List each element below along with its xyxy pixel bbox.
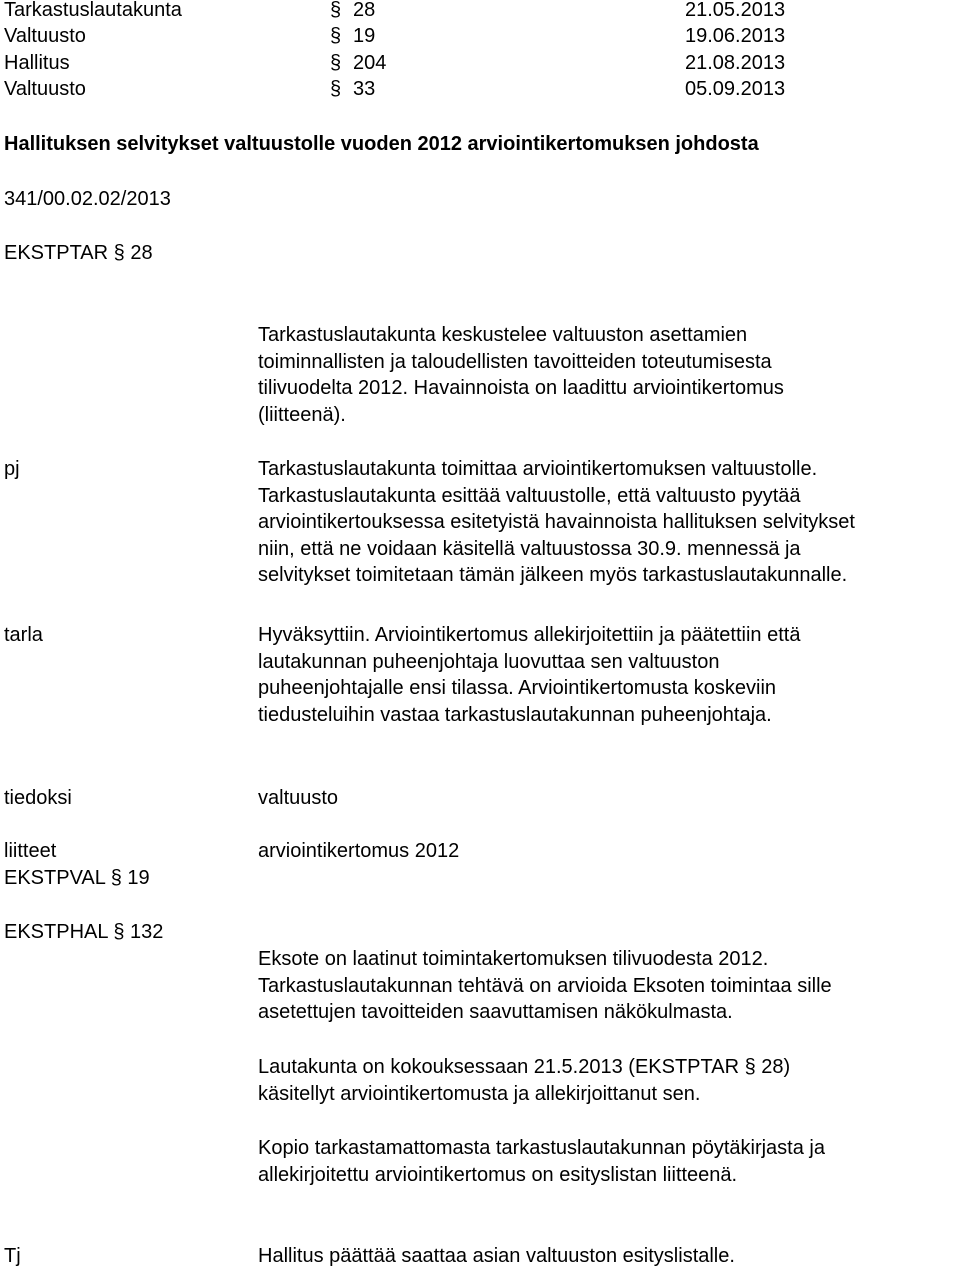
history-date: 19.06.2013 <box>685 25 786 47</box>
text-line: (liitteenä). <box>258 403 346 426</box>
section-mark: § <box>330 52 342 74</box>
text-line: arviointikertouksessa esitetyistä havainnoista hallituksen selvitykset <box>258 511 855 533</box>
tiedoksi-value: valtuusto <box>258 787 339 809</box>
text-line: asetettujen tavoitteiden saavuttamisen näkökulmasta. <box>258 1001 733 1023</box>
pj-paragraph <box>258 456 855 589</box>
tj-label: Tj <box>4 1245 21 1267</box>
history-body: Tarkastuslautakunta <box>4 0 182 21</box>
section-mark: § <box>110 867 122 889</box>
history-number: 19 <box>353 25 376 47</box>
history-body: Hallitus <box>4 52 70 74</box>
text-line: selvitykset toimitetaan tämän jälkeen myös tarkastuslautakunnalle. <box>258 564 848 586</box>
text-line: lautakunnan puheenjohtaja luovuttaa sen valtuuston <box>258 650 720 673</box>
document-title: Hallituksen selvitykset valtuustolle vuoden 2012 arviointikertomuksen johdosta <box>4 133 759 155</box>
ekstphal-paragraph <box>258 946 832 1026</box>
section-ref-number: 28 <box>130 242 153 264</box>
history-body: Valtuusto <box>4 78 86 100</box>
section-mark: § <box>113 921 125 943</box>
tarla-paragraph <box>258 622 800 728</box>
text-line: Hyväksyttiin. Arviointikertomus allekirjoitettiin ja päätettiin että <box>258 624 801 646</box>
section-reference <box>4 240 153 267</box>
history-number: 33 <box>353 78 376 100</box>
text-line: Tarkastuslautakunta esittää valtuustolle, että valtuusto pyytää <box>258 484 801 507</box>
text-line: Tarkastuslautakunnan tehtävä on arvioida Eksoten toimintaa sille <box>258 974 832 997</box>
ekstphal-paragraph <box>258 1135 825 1188</box>
liitteet-label: liitteet <box>4 840 57 862</box>
history-date: 21.08.2013 <box>685 52 786 74</box>
ekstphal-label: EKSTPHAL <box>4 921 108 943</box>
text-line: toiminnallisten ja taloudellisten tavoitteiden toteutumisesta <box>258 350 772 373</box>
section-mark: § <box>330 0 342 21</box>
tiedoksi-label: tiedoksi <box>4 787 72 809</box>
ekstphal-number: 132 <box>130 921 164 943</box>
section-mark: § <box>330 78 342 100</box>
history-number: 28 <box>353 0 376 21</box>
section-ref-label: EKSTPTAR <box>4 242 109 264</box>
history-date: 05.09.2013 <box>685 78 786 100</box>
pj-label: pj <box>4 458 20 480</box>
text-line: Kopio tarkastamattomasta tarkastuslautakunnan pöytäkirjasta ja <box>258 1137 825 1159</box>
text-line: Tarkastuslautakunta toimittaa arviointikertomuksen valtuustolle. <box>258 458 818 480</box>
tarla-label: tarla <box>4 624 43 646</box>
history-date: 21.05.2013 <box>685 0 786 21</box>
text-line: allekirjoitettu arviointikertomus on esityslistan liitteenä. <box>258 1163 738 1186</box>
ekstphal-paragraph <box>258 1054 790 1107</box>
ekstphal-reference <box>4 919 163 946</box>
section-mark: § <box>113 242 125 264</box>
section-mark: § <box>330 25 342 47</box>
intro-paragraph <box>258 322 784 428</box>
history-number: 204 <box>353 52 387 74</box>
text-line: niin, että ne voidaan käsitellä valtuustossa 30.9. mennessä ja <box>258 537 801 560</box>
text-line: Eksote on laatinut toimintakertomuksen tilivuodesta 2012. <box>258 948 769 970</box>
text-line: tilivuodelta 2012. Havainnoista on laadittu arviointikertomus <box>258 377 784 399</box>
text-line: Lautakunta on kokouksessaan 21.5.2013 (EKSTPTAR § 28) <box>258 1056 791 1078</box>
ekstpval-number: 19 <box>127 867 150 889</box>
tj-text: Hallitus päättää saattaa asian valtuuston esityslistalle. <box>258 1245 735 1267</box>
history-body: Valtuusto <box>4 25 86 47</box>
ekstpval-reference <box>4 865 150 892</box>
liitteet-value: arviointikertomus 2012 <box>258 840 460 862</box>
record-number: 341/00.02.02/2013 <box>4 188 171 210</box>
text-line: puheenjohtajalle ensi tilassa. Arviointikertomusta koskeviin <box>258 677 777 699</box>
ekstpval-label: EKSTPVAL <box>4 867 106 889</box>
text-line: Tarkastuslautakunta keskustelee valtuuston asettamien <box>258 324 748 346</box>
text-line: tiedusteluihin vastaa tarkastuslautakunnan puheenjohtaja. <box>258 703 772 726</box>
text-line: käsitellyt arviointikertomusta ja allekirjoittanut sen. <box>258 1082 701 1105</box>
